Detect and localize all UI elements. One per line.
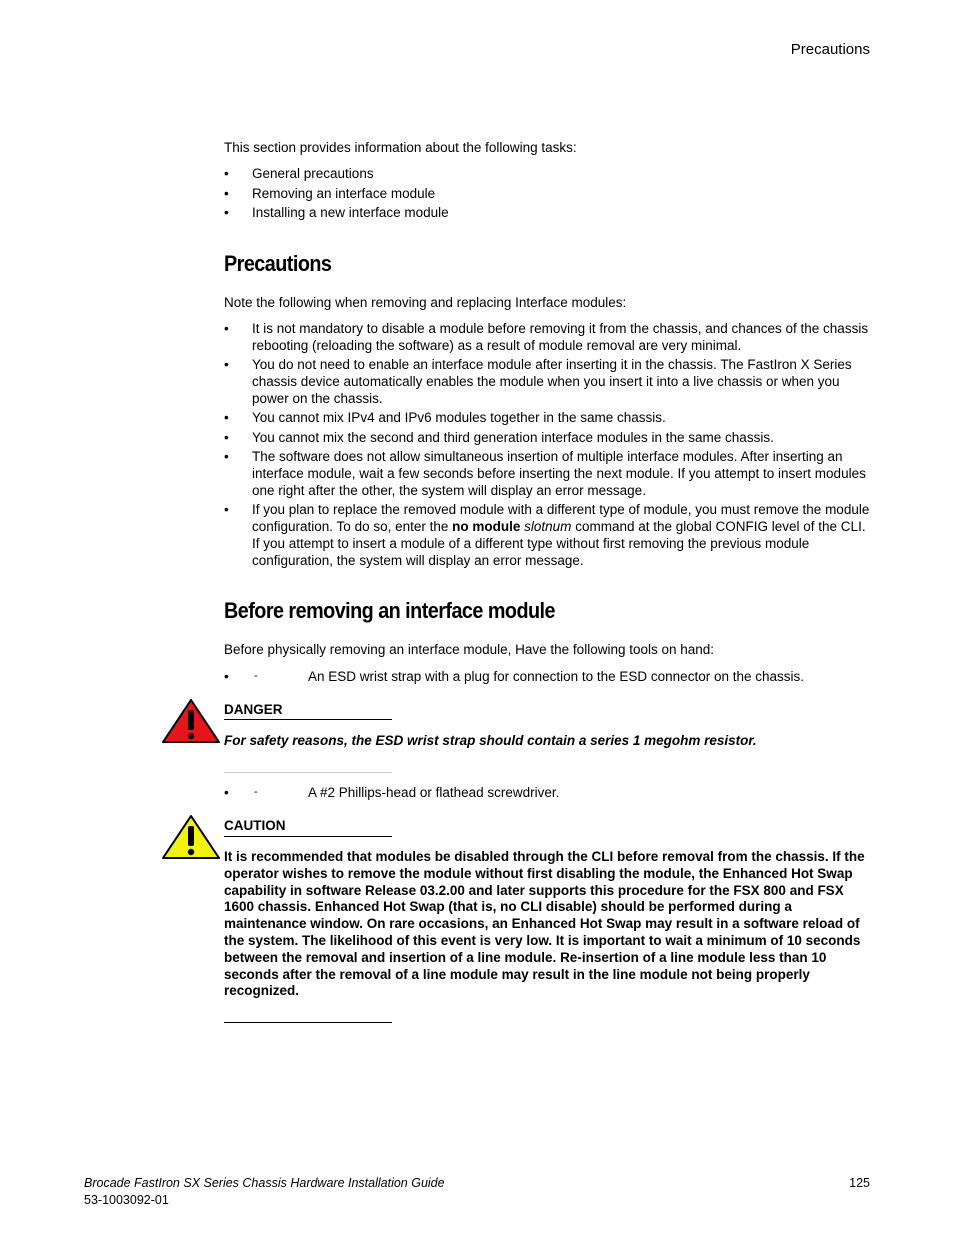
precautions-list bbox=[224, 320, 874, 571]
running-header: Precautions bbox=[790, 41, 870, 58]
caution-triangle-icon bbox=[161, 814, 221, 860]
footer-doc-title: Brocade FastIron SX Series Chassis Hardware Installation Guide bbox=[84, 1176, 445, 1190]
command-keyword: no module bbox=[452, 518, 521, 534]
caution-bottom-rule bbox=[224, 1022, 392, 1023]
removing-lead: Before physically removing an interface module, Have the following tools on hand: bbox=[224, 642, 715, 657]
list-item: • You cannot mix the second and third generation interface modules in the same chassis. bbox=[224, 429, 774, 445]
danger-text: For safety reasons, the ESD wrist strap should contain a series 1 megohm resistor. bbox=[224, 733, 757, 748]
danger-top-rule bbox=[224, 719, 392, 720]
intro-text: This section provides information about the following tasks: bbox=[224, 140, 577, 155]
footer-page-number: 125 bbox=[849, 1176, 870, 1190]
list-item: • You cannot mix IPv4 and IPv6 modules together in the same chassis. bbox=[224, 410, 666, 426]
list-item: • The software does not allow simultaneous insertion of multiple interface modules. After inserting an interface module, wait a few seconds before inserting the next module. If you attempt to insert modules one right after the other, the system will display an error message. bbox=[224, 448, 866, 498]
section-heading-precautions: Precautions bbox=[224, 251, 332, 276]
caution-label: CAUTION bbox=[224, 818, 286, 833]
caution-text: It is recommended that modules be disabled through the CLI before removal from the chassis. If the operator wishes to remove the module without first disabling the module, the Enhanced Hot Swap capability in software Release 03.2.00 and later supports this procedure for the FSX 800 and FSX 1600 chassis. Enhanced Hot Swap (that is, no CLI disable) should be performed during a maintenance window. On rare occasions, an Enhanced Hot Swap may result in a software reload of the system. The likelihood of this event is very low. It is important to wait a minimum of 10 seconds between the removal and insertion of a line module. Re-insertion of a line module less than 10 seconds after the removal of a line module may result in the line module not being properly recognized. bbox=[224, 849, 865, 999]
list-item: • You do not need to enable an interface module after inserting it in the chassis. The FastIron X Series chassis device automatically enables the module when you insert it into a live chassis or when you power on the chassis. bbox=[224, 357, 852, 407]
task-list bbox=[224, 165, 874, 224]
caution-top-rule bbox=[224, 836, 392, 837]
list-item: • Removing an interface module bbox=[224, 185, 436, 201]
list-item: • If you plan to replace the removed module with a different type of module, you must remove the module configuration. To do so, enter the no module slotnum command at the global CONFIG level of the CLI. If you attempt to insert a module of a different type without first removing the previous module configuration, the system will display an error message. bbox=[224, 501, 870, 568]
precautions-lead: Note the following when removing and replacing Interface modules: bbox=[224, 295, 627, 310]
list-item: • General precautions bbox=[224, 166, 374, 181]
list-item: • Installing a new interface module bbox=[224, 205, 449, 221]
danger-bottom-rule bbox=[224, 772, 392, 773]
command-variable: slotnum bbox=[524, 518, 572, 534]
list-item: • It is not mandatory to disable a module before removing it from the chassis, and chances of the chassis rebooting (reloading the software) as a result of module removal are very minimal. bbox=[224, 321, 869, 353]
section-heading-removing: Before removing an interface module bbox=[224, 598, 555, 623]
danger-triangle-icon bbox=[161, 698, 221, 744]
danger-label: DANGER bbox=[224, 702, 283, 717]
footer-doc-number: 53-1003092-01 bbox=[84, 1193, 169, 1207]
